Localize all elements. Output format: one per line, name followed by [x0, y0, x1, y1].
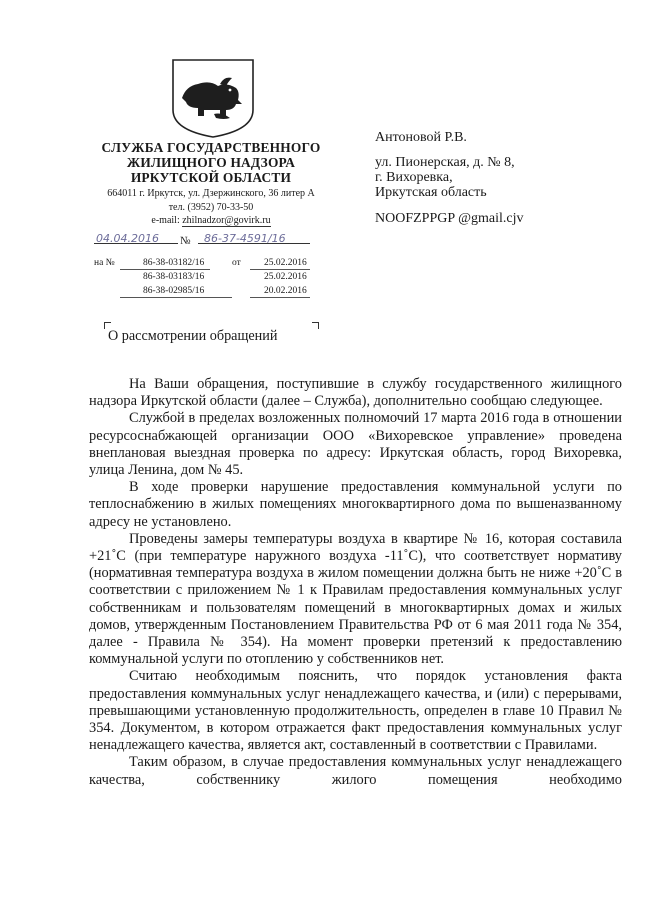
ref-line-1 [120, 269, 210, 270]
ref-date-line-3 [250, 297, 310, 298]
letter-body [89, 376, 622, 789]
coat-of-arms-icon [170, 58, 256, 138]
sender-phone: тел. (3952) 70-33-50 [168, 202, 254, 213]
ref-date-2: 25.02.2016 [264, 272, 307, 282]
paragraph: Службой в пределах возложенных полномочий 17 марта 2016 года в отношении ресурсоснабжающей организации ООО «Вихоревское управление» проведена внеплановая выездная проверка по адресу: Иркутская область, город Вихоревка, улица Ленина, дом № 45. [89, 410, 622, 479]
ref-number-3: 86-38-02985/16 [143, 286, 205, 296]
subject-line: О рассмотрении обращений [108, 328, 278, 344]
sender-email: zhilnadzor@govirk.ru [182, 215, 271, 226]
sender-address: 664011 г. Иркутск, ул. Дзержинского, 36 литер А [107, 188, 315, 199]
reg-number-handwritten: 86-37-4591/16 [204, 232, 286, 245]
paragraph: В ходе проверки нарушение предоставления коммунальной услуги по теплоснабжению в жилых помещениях многоквартирного дома по вышеназванному адресу не установлено. [89, 479, 622, 530]
sender-email-line [92, 214, 330, 227]
ref-line-3 [120, 297, 232, 298]
paragraph: Считаю необходимым пояснить, что порядок установления факта предоставления коммунальных услуг ненадлежащего качества, и (или) с перерывами, превышающими установленную продолжительность, определен в главе 10 Правил № 354. Документом, в котором отражается факт предоставления коммунальных услуг ненадлежащего качества, является акт, составленный в соответствии с Правилами. [89, 668, 622, 754]
recipient-region: Иркутская область [375, 185, 487, 200]
ref-date-3: 20.02.2016 [264, 286, 307, 296]
paragraph: На Ваши обращения, поступившие в службу государственного жилищного надзора Иркутской области (далее – Служба), дополнительно сообщаю следующее. [89, 376, 622, 410]
reg-date-handwritten: 04.04.2016 [96, 232, 159, 245]
sender-org-line-2: ЖИЛИЩНОГО НАДЗОРА [126, 155, 296, 170]
recipient-name: Антоновой Р.В. [375, 130, 467, 145]
paragraph: Таким образом, в случае предоставления коммунальных услуг ненадлежащего качества, собственнику жилого помещения необходимо [89, 754, 622, 788]
subject-corner-right [312, 322, 319, 329]
ref-label: на № [94, 258, 115, 268]
recipient-email: NOOFZPPGP @gmail.cjv [375, 211, 524, 226]
recipient-street: ул. Пионерская, д. № 8, [375, 155, 515, 170]
recipient-city: г. Вихоревка, [375, 170, 453, 185]
paragraph: Проведены замеры температуры воздуха в квартире № 16, которая составила +21˚С (при температуре наружного воздуха -11˚С), что соответствует нормативу (нормативная температура воздуха в жилом помещении должна быть не ниже +20˚С в соответствии с приложением № 1 к Правилам предоставления коммунальных услуг собственникам и пользователям помещений в многоквартирных домах и жилых домов, утвержденным Постановлением Правительства РФ от 6 мая 2011 года № 354, далее - Правила № 354). На момент проверки претензий к предоставлению коммунальной услуги по отоплению у собственников нет. [89, 530, 622, 668]
ref-date-1: 25.02.2016 [264, 258, 307, 268]
from-label: от [232, 258, 241, 268]
ref-number-1: 86-38-03182/16 [143, 258, 205, 268]
sender-email-label: e-mail: [151, 215, 180, 226]
sender-org-line-3: ИРКУТСКОЙ ОБЛАСТИ [130, 170, 292, 185]
reg-number-sign: № [180, 235, 191, 247]
ref-number-2: 86-38-03183/16 [143, 272, 205, 282]
sender-org-line-1: СЛУЖБА ГОСУДАРСТВЕННОГО [101, 140, 321, 155]
ref-date-line-1 [250, 269, 310, 270]
